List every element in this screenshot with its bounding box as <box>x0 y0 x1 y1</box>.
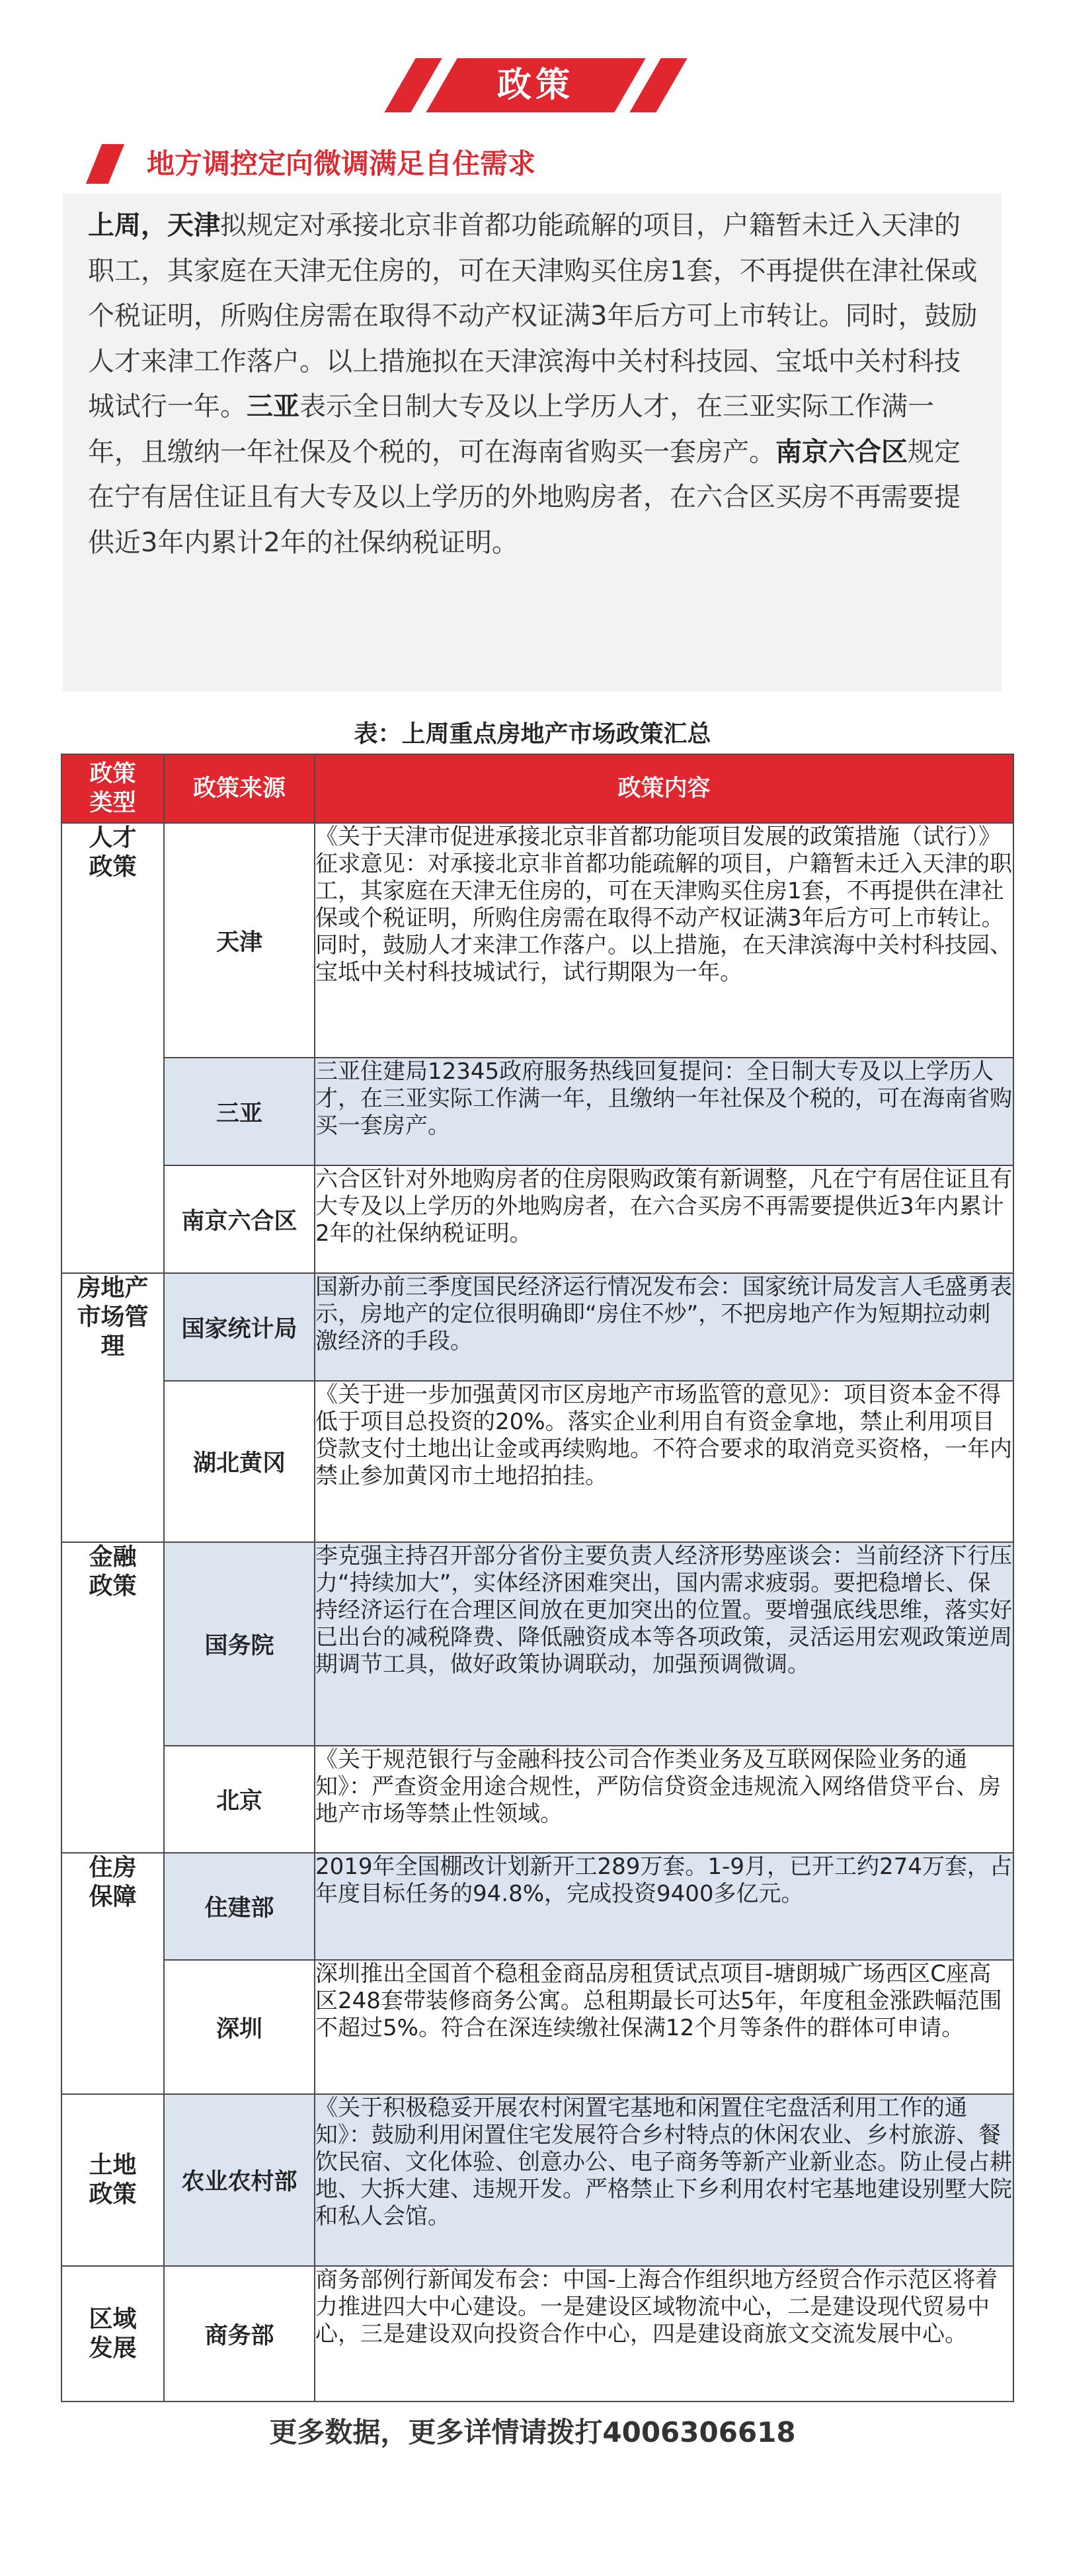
table-row <box>61 1853 1013 1960</box>
policy-source-cell: 农业农村部 <box>164 2094 315 2266</box>
section-heading <box>86 141 1011 186</box>
table-header-row <box>61 754 1013 823</box>
table-row <box>61 2094 1013 2266</box>
table-row <box>61 1165 1013 1273</box>
table-row <box>61 1058 1013 1165</box>
intro-lead: 上周， <box>88 210 167 241</box>
policy-type-cell: 房地产市场管理 <box>61 1273 164 1542</box>
policy-content-cell: 国新办前三季度国民经济运行情况发布会：国家统计局发言人毛盛勇表示，房地产的定位很明确即“房住不炒”，不把房地产作为短期拉动刺激经济的手段。 <box>315 1273 1013 1381</box>
policy-type-cell: 人才政策 <box>61 823 164 1273</box>
header-banner <box>0 58 1065 112</box>
intro-tianjin-text: 拟规定对承接北京非首都功能疏解的项目，户籍暂未迁入天津的职工，其家庭在天津无住房的，可在天津购买住房1套，不再提供在津社保或个税证明，所购住房需在取得不动产权证满3年后方可上市转让。同时，鼓励人才来津工作落户。以上措施拟在天津滨海中关村科技园、宝坻中关村科技城试行一年。 <box>88 210 978 422</box>
intro-city-tianjin: 天津 <box>167 210 220 241</box>
policy-source-cell: 商务部 <box>164 2266 315 2401</box>
section-heading-text: 地方调控定向微调满足自住需求 <box>147 147 536 180</box>
table-row <box>61 1381 1013 1542</box>
policy-source-cell: 北京 <box>164 1746 315 1853</box>
table-caption: 表：上周重点房地产市场政策汇总 <box>354 721 711 748</box>
policy-source-cell: 深圳 <box>164 1960 315 2094</box>
policy-content-cell: 六合区针对外地购房者的住房限购政策有新调整，凡在宁有居住证且有大专及以上学历的外地购房者，在六合买房不再需要提供近3年内累计2年的社保纳税证明。 <box>315 1165 1013 1273</box>
policy-content-cell: 深圳推出全国首个稳租金商品房租赁试点项目-塘朗城广场西区C座高区248套带装修商务公寓。总租期最长可达5年，年度租金涨跌幅范围不超过5%。符合在深连续缴社保满12个月等条件的群体可申请。 <box>315 1960 1013 2094</box>
header-policy-content: 政策内容 <box>315 754 1013 823</box>
policy-source-cell: 湖北黄冈 <box>164 1381 315 1542</box>
policy-content-cell: 三亚住建局12345政府服务热线回复提问：全日制大专及以上学历人才，在三亚实际工作满一年，且缴纳一年社保及个税的，可在海南省购买一套房产。 <box>315 1058 1013 1165</box>
header-policy-source: 政策来源 <box>164 754 315 823</box>
policy-type-cell: 住房保障 <box>61 1853 164 2094</box>
intro-paragraph <box>88 203 984 565</box>
intro-nanjing-text: 规定在宁有居住证且有大专及以上学历的外地购房者，在六合区买房不再需要提供近3年内累计2年的社保纳税证明。 <box>88 436 961 558</box>
policy-source-cell: 三亚 <box>164 1058 315 1165</box>
policy-source-cell: 天津 <box>164 823 315 1058</box>
table-row <box>61 1960 1013 2094</box>
policy-source-cell: 南京六合区 <box>164 1165 315 1273</box>
policy-type-cell: 金融政策 <box>61 1542 164 1853</box>
heading-marker <box>86 144 124 184</box>
policy-content-cell: 商务部例行新闻发布会：中国-上海合作组织地方经贸合作示范区将着力推进四大中心建设。一是建设区域物流中心，二是建设现代贸易中心，三是建设双向投资合作中心，四是建设商旅文交流发展中心。 <box>315 2266 1013 2401</box>
policy-content-cell: 李克强主持召开部分省份主要负责人经济形势座谈会：当前经济下行压力“持续加大”，实体经济困难突出，国内需求疲弱。要把稳增长、保持经济运行在合理区间放在更加突出的位置。要增强底线思维，落实好已出台的减税降费、降低融资成本等各项政策，灵活运用宏观政策逆周期调节工具，做好政策协调联动，加强预调微调。 <box>315 1542 1013 1746</box>
policy-content-cell: 《关于天津市促进承接北京非首都功能项目发展的政策措施（试行）》征求意见：对承接北京非首都功能疏解的项目，户籍暂未迁入天津的职工，其家庭在天津无住房的，可在天津购买住房1套，不再提供在津社保或个税证明，所购住房需在取得不动产权证满3年后方可上市转让。同时，鼓励人才来津工作落户。以上措施，在天津滨海中关村科技园、宝坻中关村科技城试行，试行期限为一年。 <box>315 823 1013 1058</box>
policy-content-cell: 《关于积极稳妥开展农村闲置宅基地和闲置住宅盘活利用工作的通知》：鼓励利用闲置住宅发展符合乡村特点的休闲农业、乡村旅游、餐饮民宿、文化体验、创意办公、电子商务等新产业新业态。防止侵占耕地、大拆大建、违规开发。严格禁止下乡利用农村宅基地建设别墅大院和私人会馆。 <box>315 2094 1013 2266</box>
intro-city-sanya: 三亚 <box>247 391 299 422</box>
page-title: 政策 <box>496 65 574 105</box>
policy-source-cell: 国务院 <box>164 1542 315 1746</box>
intro-city-nanjing: 南京六合区 <box>775 436 908 467</box>
intro-sanya-text: 表示全日制大专及以上学历人才，在三亚实际工作满一年，且缴纳一年社保及个税的，可在海南省购买一套房产。 <box>88 391 934 467</box>
policy-type-cell: 土地政策 <box>61 2094 164 2266</box>
table-row <box>61 1746 1013 1853</box>
table-row <box>61 1542 1013 1746</box>
policy-type-cell: 区域发展 <box>61 2266 164 2401</box>
policy-content-cell: 《关于规范银行与金融科技公司合作类业务及互联网保险业务的通知》：严查资金用途合规性，严防信贷资金违规流入网络借贷平台、房地产市场等禁止性领域。 <box>315 1746 1013 1853</box>
policy-table <box>61 754 1014 2402</box>
table-row <box>61 823 1013 1058</box>
table-row <box>61 1273 1013 1381</box>
policy-source-cell: 国家统计局 <box>164 1273 315 1381</box>
footer-contact: 更多数据，更多详情请拨打4006306618 <box>269 2416 796 2448</box>
header-policy-type: 政策类型 <box>61 754 164 823</box>
table-row <box>61 2266 1013 2401</box>
policy-content-cell: 2019年全国棚改计划新开工289万套。1-9月，已开工约274万套，占年度目标任务的94.8%，完成投资9400多亿元。 <box>315 1853 1013 1960</box>
policy-content-cell: 《关于进一步加强黄冈市区房地产市场监管的意见》：项目资本金不得低于项目总投资的20%。落实企业利用自有资金拿地，禁止利用项目贷款支付土地出让金或再续购地。不符合要求的取消竞买资格，一年内禁止参加黄冈市土地招拍挂。 <box>315 1381 1013 1542</box>
policy-source-cell: 住建部 <box>164 1853 315 1960</box>
